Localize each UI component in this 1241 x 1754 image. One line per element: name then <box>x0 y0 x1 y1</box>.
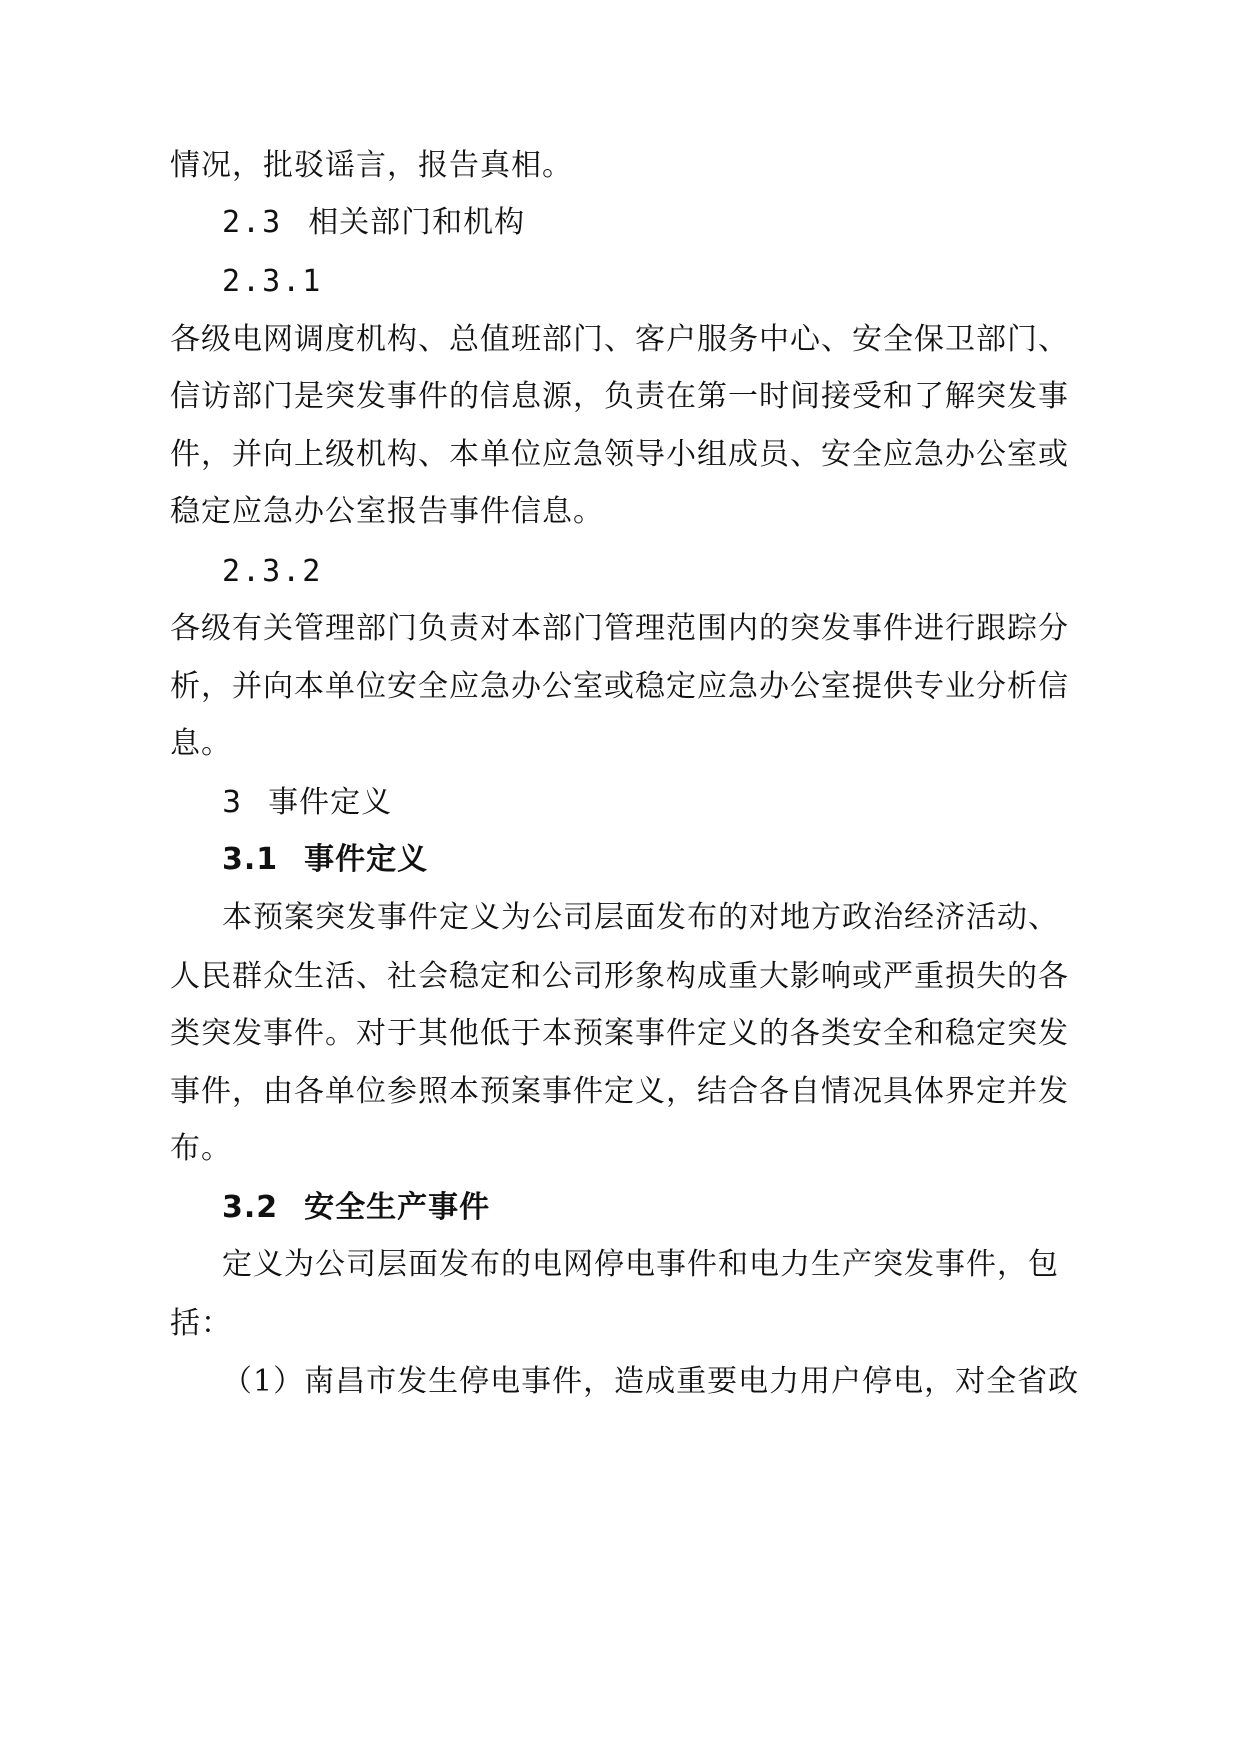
section-number: 3.1 <box>222 842 279 877</box>
section-title: 事件定义 <box>268 785 393 820</box>
paragraph-line: 括： <box>170 1306 232 1341</box>
paragraph-line: 稳定应急办公室报告事件信息。 <box>170 494 604 529</box>
paragraph-line: 事件，由各单位参照本预案事件定义，结合各自情况具体界定并发 <box>170 1074 1069 1109</box>
paragraph-line: 情况，批驳谣言，报告真相。 <box>170 148 573 183</box>
paragraph-line: 定义为公司层面发布的电网停电事件和电力生产突发事件，包 <box>222 1247 1059 1282</box>
section-number: 3 <box>222 785 243 820</box>
section-number: 2.3 <box>222 205 283 240</box>
section-number: 3.2 <box>222 1190 279 1225</box>
paragraph-line: 布。 <box>170 1131 232 1166</box>
paragraph-line: 各级电网调度机构、总值班部门、客户服务中心、安全保卫部门、 <box>170 322 1069 357</box>
paragraph-line: 息。 <box>170 726 232 761</box>
paragraph-line: （1）南昌市发生停电事件，造成重要电力用户停电，对全省政 <box>222 1364 1080 1399</box>
section-title: 相关部门和机构 <box>308 205 526 240</box>
section-heading-3-2 <box>222 1188 490 1228</box>
section-heading-2-3 <box>222 203 525 243</box>
paragraph-line: 各级有关管理部门负责对本部门管理范围内的突发事件进行跟踪分 <box>170 611 1069 646</box>
section-heading-3 <box>222 783 392 823</box>
paragraph-line: 本预案突发事件定义为公司层面发布的对地方政治经济活动、 <box>222 900 1059 935</box>
paragraph-line: 件，并向上级机构、本单位应急领导小组成员、安全应急办公室或 <box>170 437 1069 472</box>
paragraph-line: 类突发事件。对于其他低于本预案事件定义的各类安全和稳定突发 <box>170 1016 1069 1051</box>
section-heading-3-1 <box>222 840 428 880</box>
subsection-number-2-3-1: 2.3.1 <box>222 264 323 299</box>
paragraph-line: 人民群众生活、社会稳定和公司形象构成重大影响或严重损失的各 <box>170 959 1069 994</box>
section-title: 安全生产事件 <box>304 1190 491 1225</box>
paragraph-line: 信访部门是突发事件的信息源，负责在第一时间接受和了解突发事 <box>170 379 1069 414</box>
paragraph-line: 析，并向本单位安全应急办公室或稳定应急办公室提供专业分析信 <box>170 669 1069 704</box>
subsection-number-2-3-2: 2.3.2 <box>222 554 323 589</box>
section-title: 事件定义 <box>304 842 429 877</box>
